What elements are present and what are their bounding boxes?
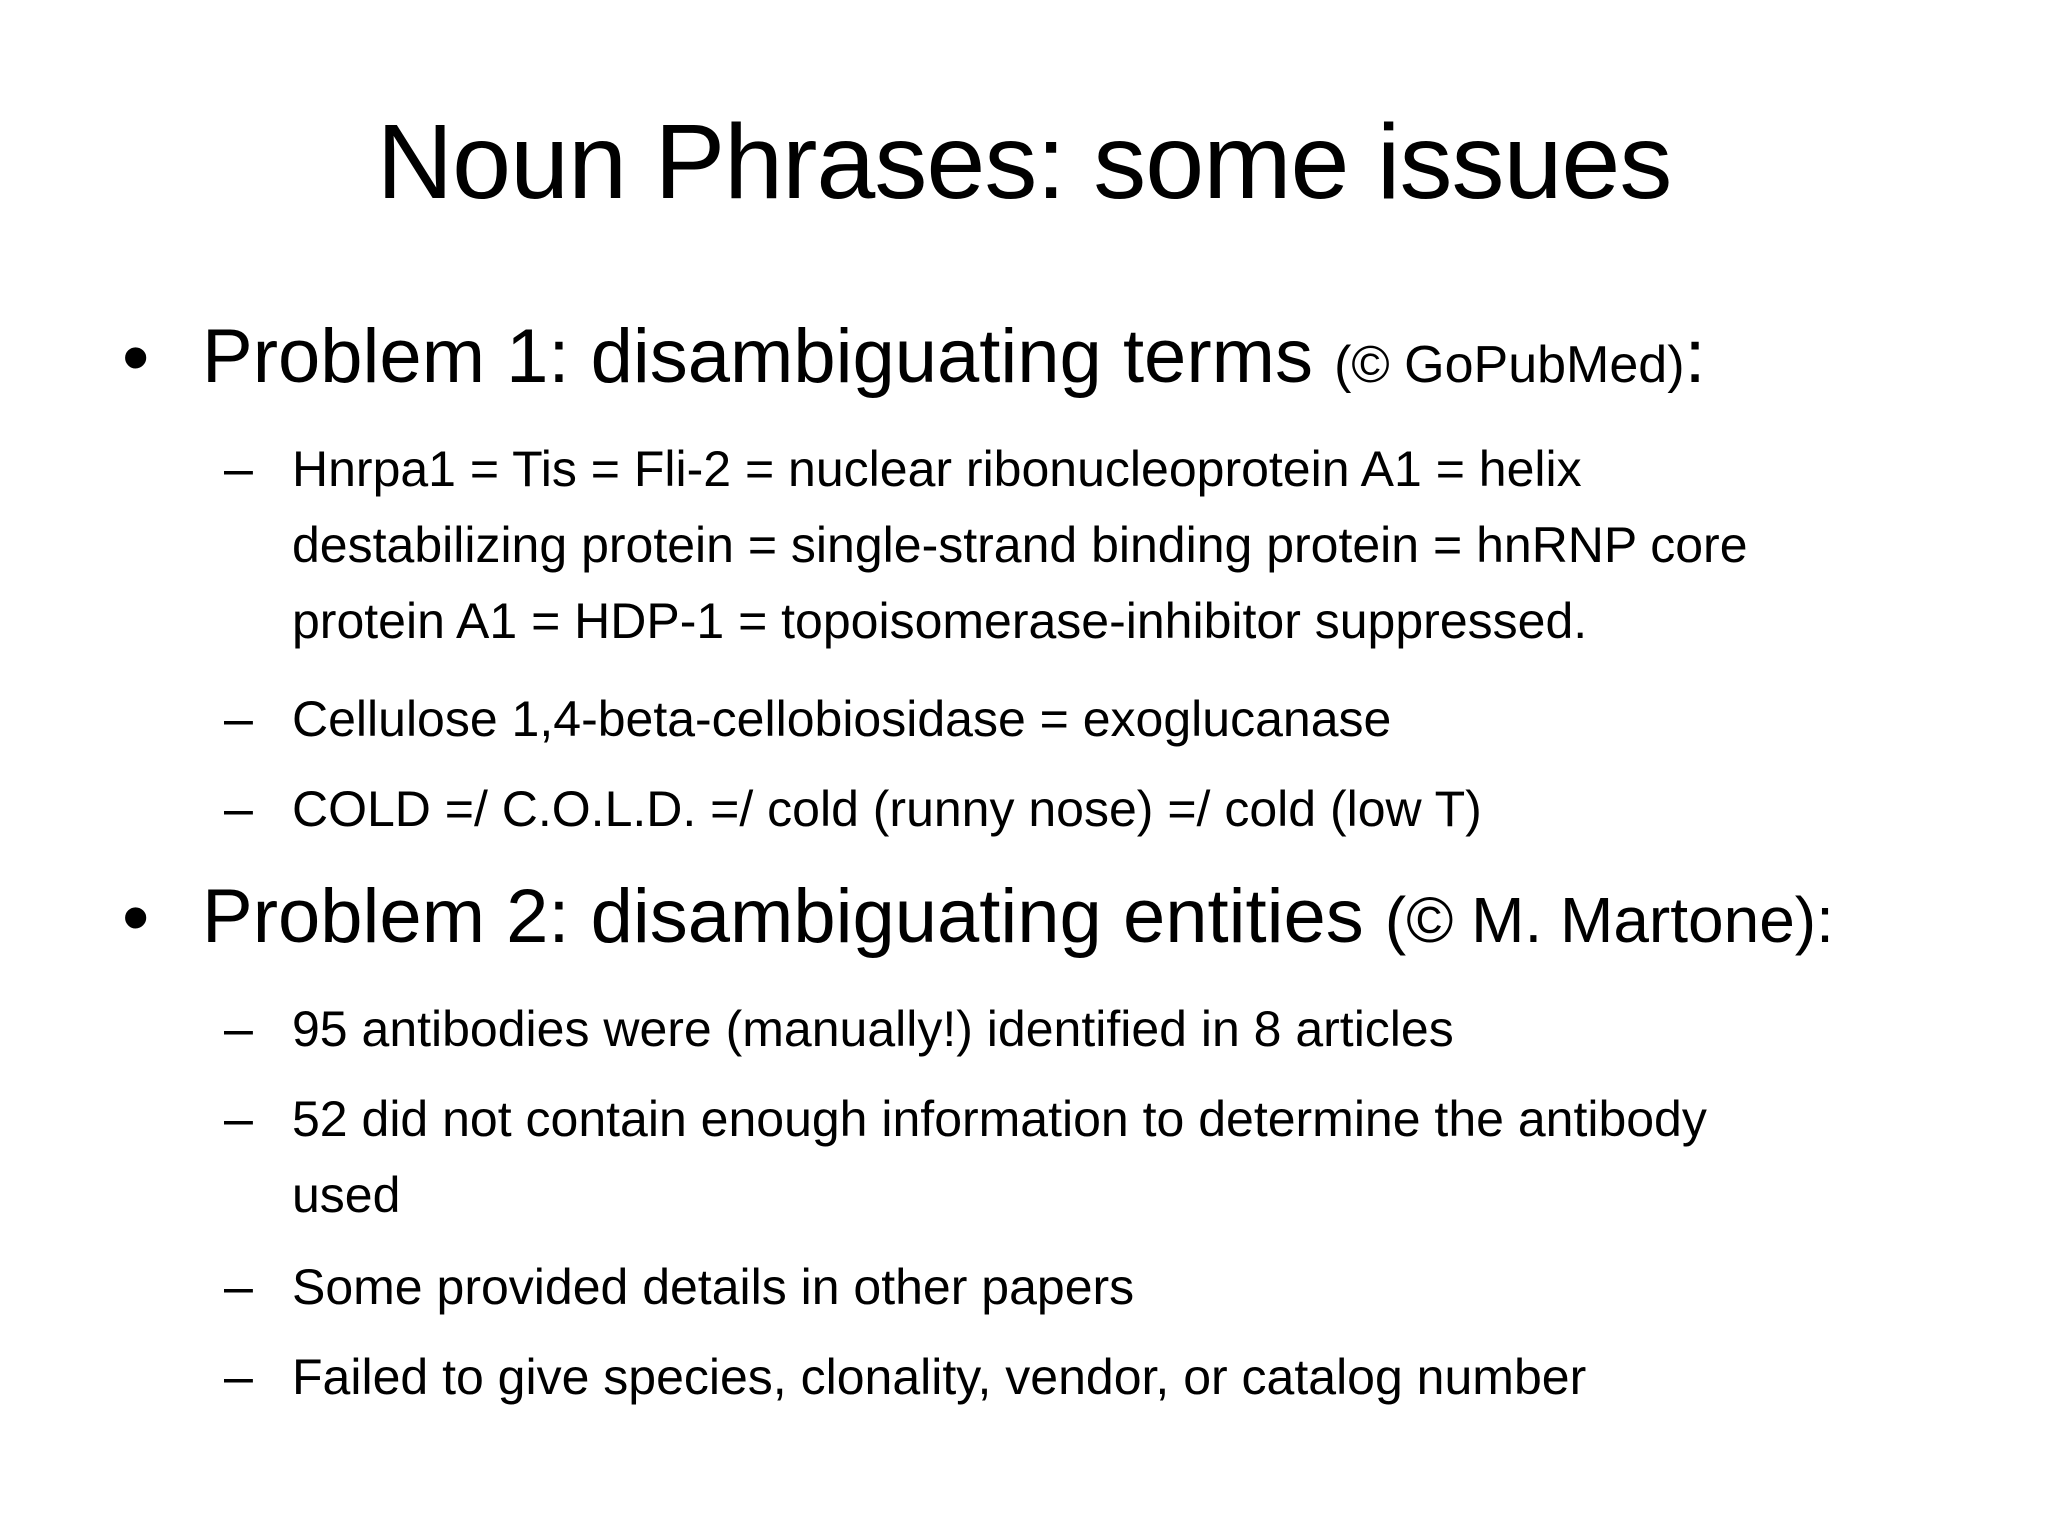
problem-1-suffix: : [1684,314,1706,399]
dash-icon: – [224,690,253,748]
list-item-text [292,431,2022,659]
list-item-line: 52 did not contain enough information to determine the antibody [292,1091,1707,1147]
problem-1-citation: (© GoPubMed) [1334,336,1685,394]
list-item-text [292,771,2022,847]
list-item-line: 95 antibodies were (manually!) identified in 8 articles [292,1001,1454,1057]
problem-1-heading [202,312,1706,410]
dash-icon: – [224,1258,253,1316]
list-item-line: Some provided details in other papers [292,1259,1135,1315]
list-item-line: COLD =/ C.O.L.D. =/ cold (runny nose) =/ cold (low T) [292,781,1482,837]
list-item-text [292,991,2022,1067]
list-item-text [292,1081,2022,1233]
list-item-line: destabilizing protein = single-strand binding protein = hnRNP core [292,517,1748,573]
list-item-text [292,1339,2022,1415]
dash-icon: – [224,440,253,498]
bullet-icon: • [122,313,150,401]
problem-1-heading-text: Problem 1: disambiguating terms [202,314,1335,399]
dash-icon: – [224,1090,253,1148]
list-item-line: Cellulose 1,4-beta-cellobiosidase = exoglucanase [292,691,1392,747]
list-item-line: Failed to give species, clonality, vendor, or catalog number [292,1349,1587,1405]
list-item-line: protein A1 = HDP-1 = topoisomerase-inhibitor suppressed. [292,593,1588,649]
problem-2-citation: (© M. Martone): [1384,884,1834,956]
dash-icon: – [224,1000,253,1058]
dash-icon: – [224,1348,253,1406]
bullet-icon: • [122,873,150,961]
slide-title: Noun Phrases: some issues [376,103,1672,221]
list-item-line: used [292,1167,401,1223]
dash-icon: – [224,780,253,838]
problem-2-heading-text: Problem 2: disambiguating entities [202,874,1385,959]
problem-2-heading [202,872,1834,965]
list-item-text [292,681,2022,757]
list-item-line: Hnrpa1 = Tis = Fli-2 = nuclear ribonucleoprotein A1 = helix [292,441,1582,497]
list-item-text [292,1249,2022,1325]
